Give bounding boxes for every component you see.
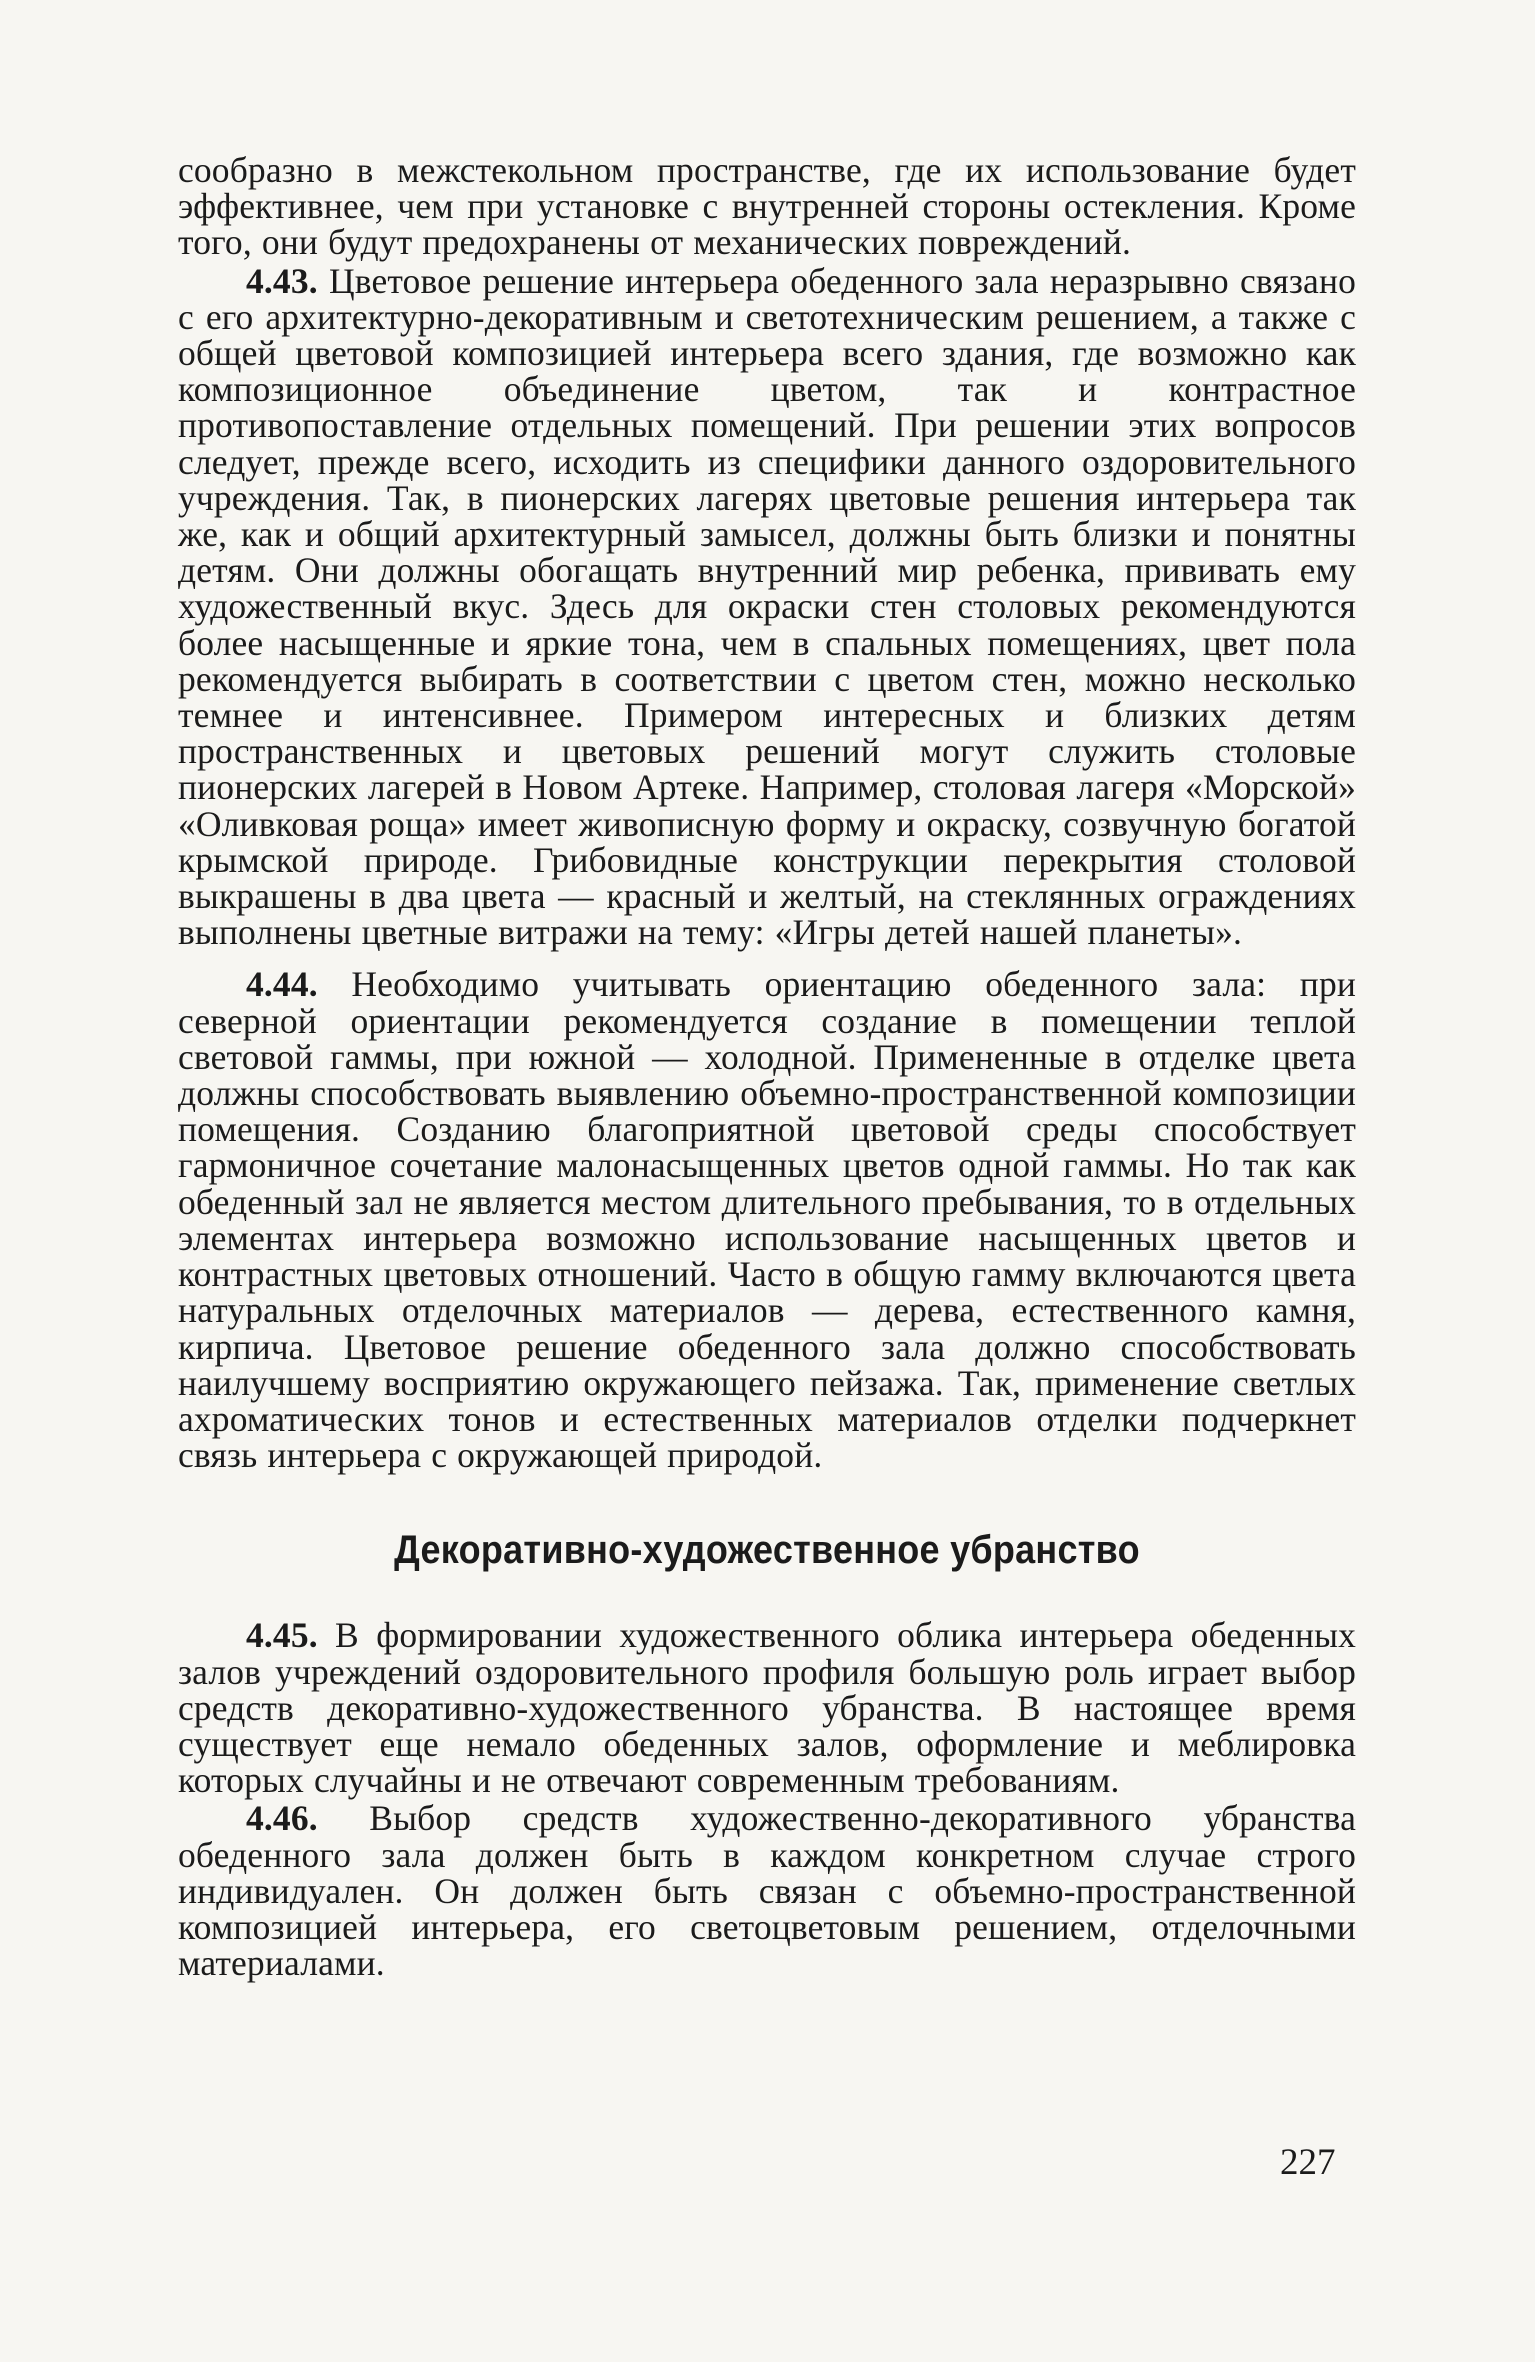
paragraph-text: Выбор средств художественно-декоративного убранства обеденного зала должен быть в каждом конкретном случае строго индивидуален. Он должен быть связан с объемно-пространственной композицией интерьера, его светоцветовым решением, отделочными материалами. [178,1798,1356,1984]
paragraph-number: 4.45. [246,1615,318,1656]
paragraph-text: Необходимо учитывать ориентацию обеденного зала: при северной ориентации рекомендуется создание в помещении теплой световой гаммы, при южной — холодной. Примененные в отделке цвета должны способствовать выявлению объемно-пространственной композиции помещения. Созданию благоприятной цветовой среды способствует гармоничное сочетание малонасыщенных цветов одной гаммы. Но так как обеденный зал не является местом длительного пребывания, то в отдельных элементах интерьера возможно использование насыщенных цветов и контрастных цветовых отношений. Часто в общую гамму включаются цвета натуральных отделочных материалов — дерева, естественного камня, кирпича. Цветовое решение обеденного зала должно способствовать наилучшему восприятию окружающего пейзажа. Так, применение светлых ахроматических тонов и естественных материалов отделки подчеркнет связь интерьера с окружающей природой. [178,964,1356,1476]
page-body [178,150,1356,1984]
paragraph-number: 4.44. [246,964,318,1005]
paragraph-number: 4.43. [246,260,318,301]
paragraph-continuation: сообразно в межстекольном пространстве, где их использование будет эффективнее, чем при установке с внутренней стороны остекления. Кроме того, они будут предохранены от механических повреждений. [178,150,1356,263]
paragraph-4-43 [178,260,1356,953]
paragraph-number: 4.46. [246,1798,318,1839]
paragraph-text: В формировании художественного облика интерьера обеденных залов учреждений оздоровительного профиля большую роль играет выбор средств декоративно-художественного убранства. В настоящее время существует еще немало обеденных залов, оформление и меблировка которых случайны и не отвечают современным требованиям. [178,1615,1356,1801]
section-heading: Декоративно-художественное убранство [394,1528,1140,1573]
paragraph-text: Цветовое решение интерьера обеденного зала неразрывно связано с его архитектурно-декоративным и светотехническим решением, а также с общей цветовой композицией интерьера всего здания, где возможно как композиционное объединение цветом, так и контрастное противопоставление отдельных помещений. При решении этих вопросов следует, прежде всего, исходить из специфики данного оздоровительного учреждения. Так, в пионерских лагерях цветовые решения интерьера так же, как и общий архитектурный замысел, должны быть близки и понятны детям. Они должны обогащать внутренний мир ребенка, прививать ему художественный вкус. Здесь для окраски стен столовых рекомендуются более насыщенные и яркие тона, чем в спальных помещениях, цвет пола рекомендуется выбирать в соответствии с цветом стен, можно несколько темнее и интенсивнее. Примером интересных и близких детям пространственных и цветовых решений могут служить столовые пионерских лагерей в Новом Артеке. Например, столовая лагеря «Морской» «Оливковая роща» имеет живописную форму и окраску, созвучную богатой крымской природе. Грибовидные конструкции перекрытия столовой выкрашены в два цвета — красный и желтый, на стеклянных ограждениях выполнены цветные витражи на тему: «Игры детей нашей планеты». [178,260,1356,953]
page-number: 227 [1280,2142,1336,2183]
paragraph-4-45 [178,1615,1356,1801]
paragraph-4-46 [178,1798,1356,1984]
paragraph-4-44 [178,964,1356,1476]
